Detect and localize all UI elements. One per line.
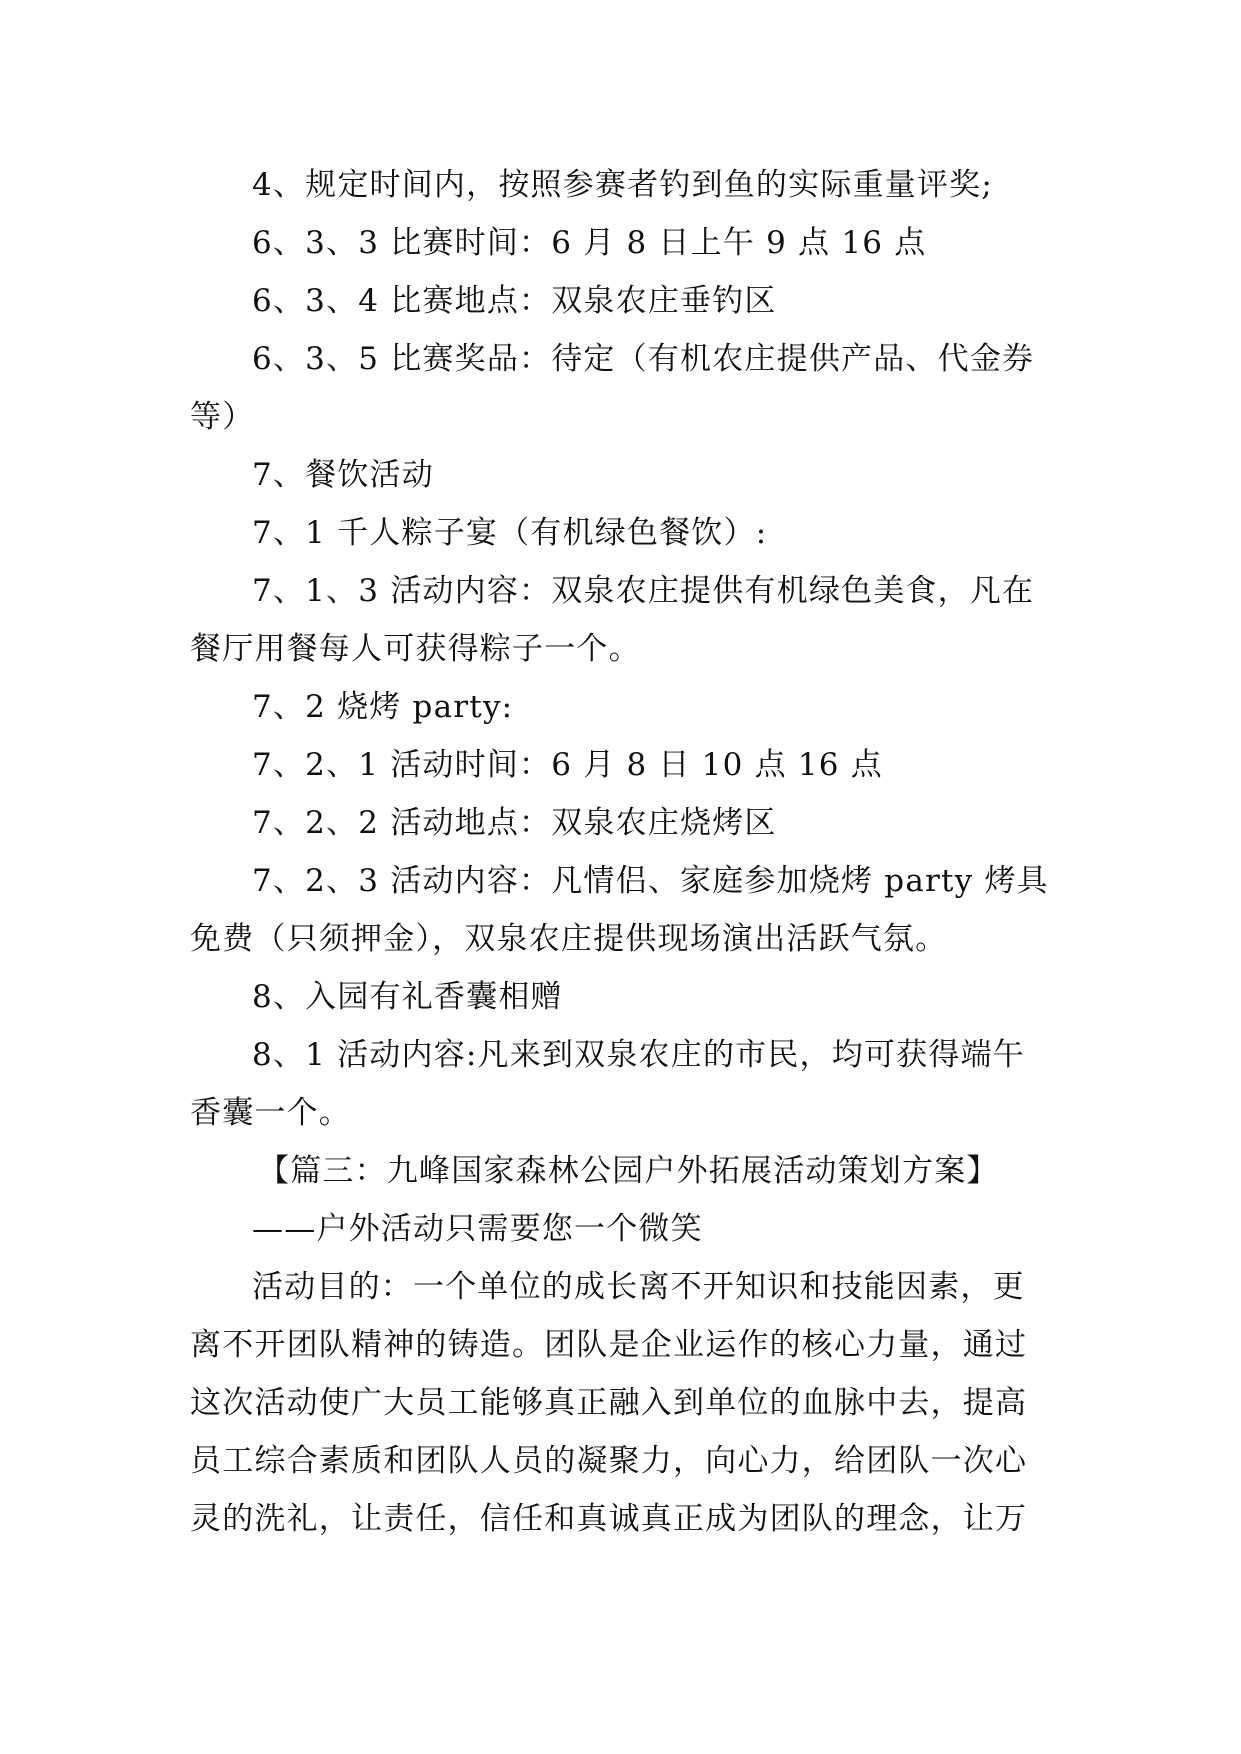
paragraph-fishing-location: 6、3、4 比赛地点：双泉农庄垂钓区 (252, 283, 777, 319)
paragraph-dining-heading: 7、餐饮活动 (252, 457, 434, 493)
section-title: 【篇三：九峰国家森林公园户外拓展活动策划方案】 (258, 1153, 999, 1189)
document-page (190, 156, 1052, 1548)
paragraph-sachet-heading: 8、入园有礼香囊相赠 (252, 979, 563, 1015)
paragraph-bbq-party: 7、2 烧烤 party: (252, 689, 514, 725)
paragraph-bbq-time: 7、2、1 活动时间：6 月 8 日 10 点 16 点 (252, 747, 883, 783)
paragraph-sachet-content: 8、1 活动内容:凡来到双泉农庄的市民，均可获得端午香囊一个。 (190, 1037, 1025, 1131)
paragraph-zongzi-banquet: 7、1 千人粽子宴（有机绿色餐饮）: (252, 515, 768, 551)
paragraph-bbq-content: 7、2、3 活动内容：凡情侣、家庭参加烧烤 party 烤具免费（只须押金），双泉农庄提供现场演出活跃气氛。 (190, 863, 1049, 957)
paragraph-fishing-rule: 4、规定时间内，按照参赛者钓到鱼的实际重量评奖; (252, 167, 993, 203)
paragraph-bbq-location: 7、2、2 活动地点：双泉农庄烧烤区 (252, 805, 777, 841)
section-subtitle: ——户外活动只需要您一个微笑 (252, 1211, 703, 1247)
paragraph-zongzi-content: 7、1、3 活动内容：双泉农庄提供有机绿色美食，凡在餐厅用餐每人可获得粽子一个。 (190, 573, 1035, 667)
paragraph-activity-purpose: 活动目的：一个单位的成长离不开知识和技能因素，更离不开团队精神的铸造。团队是企业运作的核心力量，通过这次活动使广大员工能够真正融入到单位的血脉中去，提高员工综合素质和团队人员的凝聚力，向心力，给团队一次心灵的洗礼，让责任，信任和真诚真正成为团队的理念，让万 (190, 1269, 1028, 1537)
paragraph-fishing-prize: 6、3、5 比赛奖品：待定（有机农庄提供产品、代金券等） (190, 341, 1035, 435)
paragraph-fishing-time: 6、3、3 比赛时间：6 月 8 日上午 9 点 16 点 (252, 225, 927, 261)
